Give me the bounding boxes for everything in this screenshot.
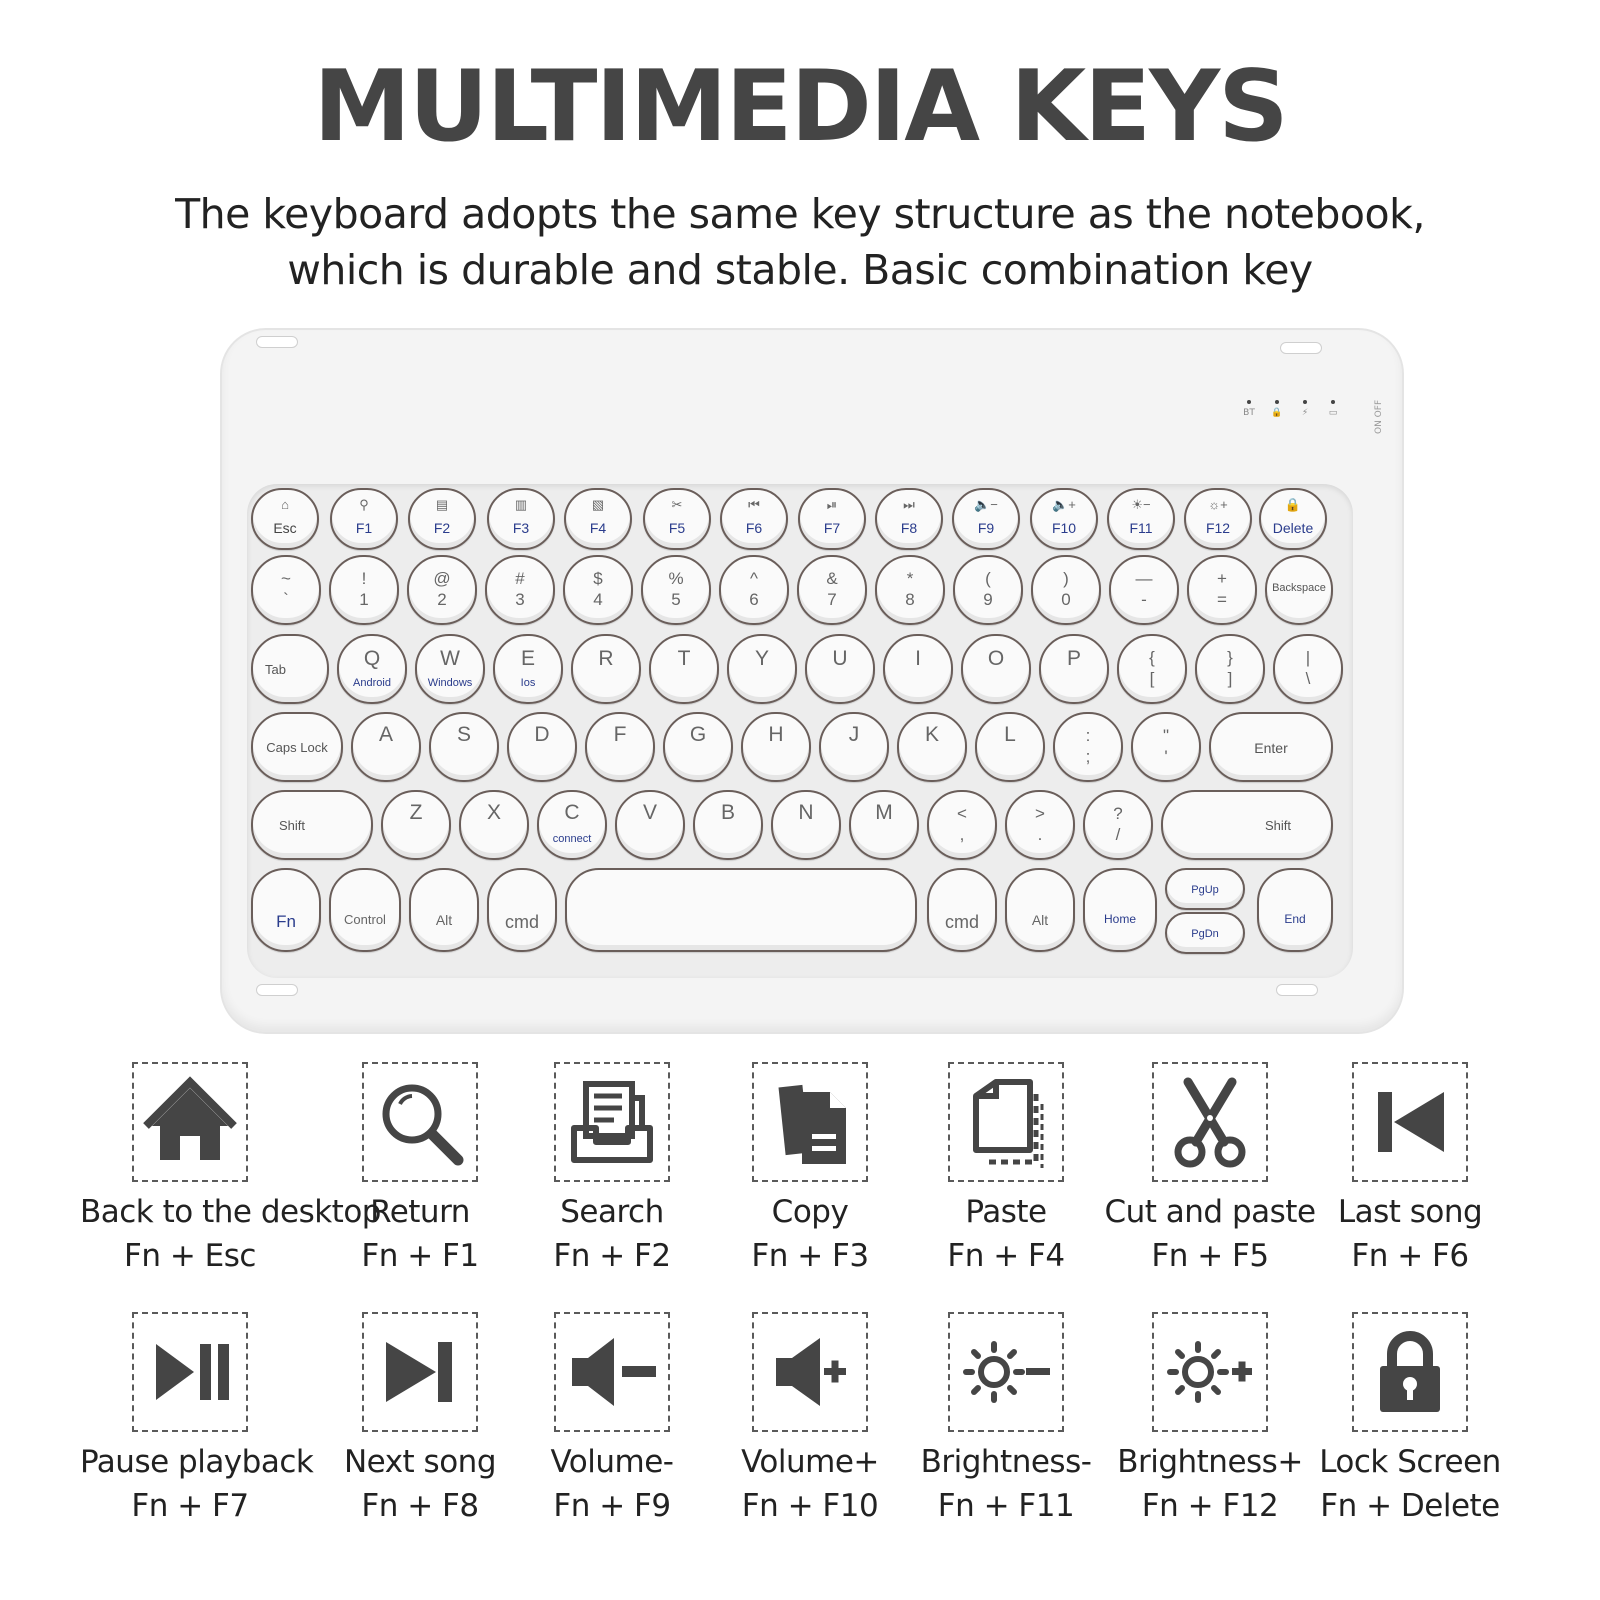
key-letter: Q [363,646,381,670]
status-indicators [1238,400,1348,430]
letter-key-g[interactable] [663,712,733,782]
key-base-symbol: 0 [1061,590,1071,609]
function-key-icon: ▤ [435,496,449,512]
feature-combo: Fn + Delete [1320,1488,1500,1524]
feature-combo: Fn + F9 [553,1488,671,1524]
alt-label: Alt [435,911,453,928]
function-key-label: F7 [823,520,841,537]
letter-key-f[interactable] [585,712,655,782]
letter-key-c[interactable] [537,790,607,860]
feature-name: Brightness+ [1117,1444,1303,1480]
key-letter: X [486,801,501,825]
function-key-icon: 🔈+ [1052,496,1076,512]
key-base-symbol: 7 [827,590,837,609]
key-base-symbol: 6 [749,590,759,609]
key-letter: E [520,646,535,670]
key-shift-symbol: > [1035,803,1045,823]
key-base-symbol: 8 [905,590,915,609]
right-cmd-key[interactable] [927,868,997,952]
feature-combo: Fn + F7 [131,1488,249,1524]
key-letter: M [875,801,893,825]
feature-item [310,1062,530,1278]
letter-key-m[interactable] [849,790,919,860]
key-letter: D [534,723,550,747]
function-key-icon: ☼+ [1208,496,1228,512]
feature-name: Brightness- [920,1444,1092,1480]
key-letter: W [440,646,460,670]
key-letter: O [987,646,1005,670]
key-shift-symbol: $ [593,568,603,588]
function-key-f7[interactable] [798,488,866,550]
feature-name: Pause playback [80,1444,314,1480]
pgup-label: PgUp [1191,883,1219,896]
letter-key-q[interactable] [337,634,407,704]
feature-name: Volume- [550,1444,674,1480]
key-shift-symbol: { [1149,647,1155,667]
function-key-label: F8 [900,520,918,537]
letter-key-w[interactable] [415,634,485,704]
key-shift-symbol: + [1217,568,1227,588]
cmd-label: cmd [944,911,979,932]
number-key[interactable] [1187,555,1257,625]
number-key[interactable] [251,555,321,625]
tab-key[interactable] [251,634,329,704]
key-shift-symbol: ~ [281,568,291,588]
key-base-symbol: - [1141,590,1147,609]
feature-combo: Fn + Esc [124,1238,256,1274]
tab-label: Tab [265,662,286,678]
previous-track-icon [1352,1062,1468,1182]
page-title: MULTIMEDIA KEYS [313,50,1287,164]
feature-item [896,1062,1116,1278]
function-key-label: F10 [1051,520,1077,537]
function-key-label: Delete [1272,520,1314,537]
function-key-label: Esc [273,520,297,537]
feature-item [1100,1062,1320,1278]
backspace-label: Backspace [1272,582,1326,595]
enter-key[interactable] [1209,712,1333,782]
function-key-f10[interactable] [1030,488,1098,550]
indicator-charge: ⚡ [1294,400,1316,418]
feature-item [700,1312,920,1528]
function-key-label: F3 [512,520,530,537]
volume-down-icon [554,1312,670,1432]
key-shift-symbol: ( [985,568,991,588]
key-letter: I [915,646,921,670]
key-letter: Z [409,801,423,825]
function-key-label: F4 [589,520,607,537]
key-letter: H [768,723,784,747]
function-key-label: F11 [1129,520,1153,537]
left-cmd-key[interactable] [487,868,557,952]
right-alt-key[interactable] [1005,868,1075,952]
function-key-icon: ▧ [591,496,605,512]
key-os-label: Windows [427,676,473,689]
symbol-key[interactable] [1117,634,1187,704]
fn-label: Fn [276,911,296,931]
key-shift-symbol: — [1135,568,1153,588]
home-label: Home [1103,911,1136,926]
function-key-icon: ⚲ [359,496,369,512]
function-key-f12[interactable] [1184,488,1252,550]
key-base-symbol: 2 [437,590,447,609]
key-shift-symbol: | [1305,647,1311,667]
symbol-key[interactable] [1195,634,1265,704]
key-letter: C [564,801,580,825]
letter-key-d[interactable] [507,712,577,782]
feature-item [310,1312,530,1528]
function-key-f4[interactable] [564,488,632,550]
letter-key-y[interactable] [727,634,797,704]
letter-key-o[interactable] [961,634,1031,704]
letter-key-u[interactable] [805,634,875,704]
feature-name: Next song [343,1444,496,1480]
feature-name: Volume+ [741,1444,879,1480]
key-shift-symbol: " [1162,725,1170,745]
feature-name: Paste [965,1194,1047,1230]
feature-combo: Fn + F12 [1141,1488,1279,1524]
key-letter: N [798,801,814,825]
function-key-f5[interactable] [643,488,711,550]
symbol-key[interactable] [927,790,997,860]
symbol-key[interactable] [1083,790,1153,860]
key-shift-symbol: @ [433,568,451,588]
key-letter: J [848,723,860,747]
feature-item [700,1062,920,1278]
key-shift-symbol: # [515,568,525,588]
number-key[interactable] [797,555,867,625]
key-os-label: Ios [520,676,536,689]
key-shift-symbol: ! [361,568,367,588]
fn-key[interactable] [251,868,321,952]
number-key[interactable] [1109,555,1179,625]
home-key[interactable] [1083,868,1157,952]
letter-key-e[interactable] [493,634,563,704]
feature-name: Return [370,1194,470,1230]
key-letter: S [456,723,471,747]
feature-combo: Fn + F11 [937,1488,1075,1524]
number-key[interactable] [641,555,711,625]
feature-combo: Fn + F2 [553,1238,671,1274]
key-base-symbol: . [1037,825,1043,844]
key-letter: R [598,646,614,670]
end-label: End [1284,911,1306,926]
letter-key-h[interactable] [741,712,811,782]
caps-lock-label: Caps Lock [266,740,328,756]
scissors-icon [1152,1062,1268,1182]
key-letter: G [689,723,707,747]
keyboard-foot [1280,342,1322,354]
key-base-symbol: / [1115,825,1121,844]
function-key-label: F1 [355,520,373,537]
control-key[interactable] [329,868,401,952]
lock-icon [1352,1312,1468,1432]
keyboard-foot [1276,984,1318,996]
function-key-icon: 🔒 [1284,496,1302,512]
key-base-symbol: ] [1227,669,1233,688]
key-os-label: Android [353,676,391,689]
feature-combo: Fn + F6 [1351,1238,1469,1274]
key-shift-symbol: * [906,568,914,588]
feature-name: Back to the desktop [80,1194,381,1230]
key-base-symbol: , [959,825,965,844]
feature-item [1300,1062,1520,1278]
key-letter: F [613,723,627,747]
key-letter: K [924,723,939,747]
key-shift-symbol: < [957,803,967,823]
number-key[interactable] [953,555,1023,625]
play-pause-icon [132,1312,248,1432]
function-key-icon: ⏯ [826,496,838,512]
function-key-f3[interactable] [487,488,555,550]
page-up-key[interactable] [1165,868,1245,910]
backspace-key[interactable] [1265,555,1333,625]
next-track-icon [362,1312,478,1432]
control-label: Control [344,911,386,927]
key-base-symbol: ' [1164,747,1168,766]
key-letter: V [642,801,657,825]
function-key-f9[interactable] [952,488,1020,550]
feature-name: Copy [771,1194,849,1230]
function-key-f11[interactable] [1107,488,1175,550]
caps-lock-key[interactable] [251,712,343,782]
feature-name: Last song [1337,1194,1483,1230]
page-down-key[interactable] [1165,912,1245,954]
feature-combo: Fn + F5 [1151,1238,1269,1274]
brightness-up-icon [1152,1312,1268,1432]
letter-key-v[interactable] [615,790,685,860]
function-key-delete[interactable] [1259,488,1327,550]
symbol-key[interactable] [1131,712,1201,782]
key-shift-symbol: ^ [750,568,758,588]
letter-key-x[interactable] [459,790,529,860]
pgdn-label: PgDn [1191,927,1219,940]
feature-combo: Fn + F1 [361,1238,479,1274]
symbol-key[interactable] [1053,712,1123,782]
function-key-icon: ⏭ [903,496,915,512]
subtitle-line-2: which is durable and stable. Basic combination key [287,246,1313,294]
key-base-symbol: [ [1149,669,1155,688]
copy-icon [752,1062,868,1182]
function-key-icon: ✂ [671,496,683,512]
number-key[interactable] [1031,555,1101,625]
brightness-down-icon [948,1312,1064,1432]
key-base-symbol: 9 [983,590,993,609]
key-base-symbol: 1 [359,590,369,609]
letter-key-z[interactable] [381,790,451,860]
feature-combo: Fn + F4 [947,1238,1065,1274]
symbol-key[interactable] [1005,790,1075,860]
feature-combo: Fn + F10 [741,1488,879,1524]
function-key-esc[interactable] [251,488,319,550]
keyboard-foot [256,984,298,996]
key-os-label: connect [552,832,592,845]
letter-key-l[interactable] [975,712,1045,782]
feature-name: Search [560,1194,664,1230]
key-base-symbol: 5 [671,590,681,609]
indicator-battery: ▭ [1322,400,1344,418]
home-icon [132,1062,248,1182]
feature-item [1100,1312,1320,1528]
letter-key-s[interactable] [429,712,499,782]
key-letter: L [1004,723,1016,747]
feature-item [80,1062,381,1278]
key-letter: A [378,723,393,747]
function-key-icon: ▥ [514,496,528,512]
letter-key-i[interactable] [883,634,953,704]
search-tray-icon [554,1062,670,1182]
key-base-symbol: = [1217,590,1227,609]
letter-key-b[interactable] [693,790,763,860]
space-bar[interactable] [565,868,917,952]
indicator-bluetooth: BT [1238,400,1260,418]
letter-key-k[interactable] [897,712,967,782]
letter-key-j[interactable] [819,712,889,782]
indicator-caps: 🔒 [1266,400,1288,418]
power-switch-label: ON OFF [1374,399,1384,434]
feature-name: Cut and paste [1104,1194,1316,1230]
number-key[interactable] [485,555,555,625]
number-key[interactable] [407,555,477,625]
feature-combo: Fn + F3 [751,1238,869,1274]
key-base-symbol: ` [283,590,289,609]
function-key-label: F6 [745,520,763,537]
feature-combo: Fn + F8 [361,1488,479,1524]
key-shift-symbol: % [668,568,684,588]
key-shift-symbol: ? [1113,803,1123,823]
key-base-symbol: \ [1305,669,1311,688]
left-alt-key[interactable] [409,868,479,952]
function-key-icon: 🔈− [974,496,998,512]
feature-item [502,1062,722,1278]
number-key[interactable] [719,555,789,625]
key-letter: U [832,646,848,670]
function-key-label: F2 [433,520,451,537]
key-base-symbol: ; [1085,747,1091,766]
paste-icon [948,1062,1064,1182]
function-key-icon: ⏮ [748,496,760,512]
shift-label: Shift [1264,818,1291,834]
function-key-label: F5 [668,520,686,537]
letter-key-p[interactable] [1039,634,1109,704]
function-key-label: F9 [977,520,995,537]
feature-item [502,1312,722,1528]
shift-label: Shift [279,818,306,834]
feature-name: Lock Screen [1319,1444,1501,1480]
keyboard-foot [256,336,298,348]
letter-key-a[interactable] [351,712,421,782]
number-key[interactable] [563,555,633,625]
function-key-f8[interactable] [875,488,943,550]
feature-item [896,1312,1116,1528]
enter-label: Enter [1254,740,1288,757]
feature-item [1300,1312,1520,1528]
key-base-symbol: 3 [515,590,525,609]
function-key-label: F12 [1205,520,1231,537]
search-icon [362,1062,478,1182]
end-key[interactable] [1257,868,1333,952]
feature-item [80,1312,314,1528]
key-shift-symbol: ) [1063,568,1069,588]
letter-key-t[interactable] [649,634,719,704]
function-key-f1[interactable] [330,488,398,550]
letter-key-n[interactable] [771,790,841,860]
function-key-icon: ☀− [1131,496,1151,512]
page-subtitle [0,186,1600,298]
left-shift-key[interactable] [251,790,373,860]
number-key[interactable] [329,555,399,625]
volume-up-icon [752,1312,868,1432]
function-key-f6[interactable] [720,488,788,550]
symbol-key[interactable] [1273,634,1343,704]
key-letter: B [720,801,735,825]
letter-key-r[interactable] [571,634,641,704]
function-key-f2[interactable] [408,488,476,550]
alt-label: Alt [1031,911,1049,928]
key-letter: T [677,646,691,670]
function-key-icon: ⌂ [281,496,289,512]
subtitle-line-1: The keyboard adopts the same key structure as the notebook, [175,190,1425,238]
key-shift-symbol: & [826,568,838,588]
key-letter: Y [754,646,769,670]
right-shift-key[interactable] [1161,790,1333,860]
key-shift-symbol: : [1085,725,1091,745]
key-shift-symbol: } [1227,647,1233,667]
cmd-label: cmd [504,911,539,932]
number-key[interactable] [875,555,945,625]
key-base-symbol: 4 [593,590,603,609]
key-letter: P [1066,646,1081,670]
